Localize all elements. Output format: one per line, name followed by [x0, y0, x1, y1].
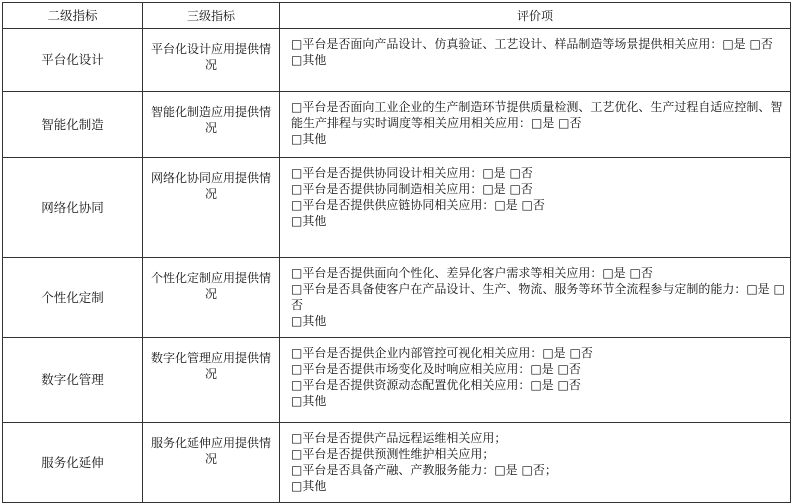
evaluation-item: □平台是否提供协同制造相关应用：□是 □否	[291, 182, 533, 196]
table-row	[3, 92, 791, 158]
evaluation-item: □其他	[291, 214, 327, 228]
evaluation-item: □平台是否提供企业内部管控可视化相关应用：□是 □否	[291, 346, 593, 360]
evaluation-item: □平台是否提供协同设计相关应用：□是 □否	[291, 166, 533, 180]
level3-cell: 智能化制造应用提供情况	[143, 92, 280, 158]
evaluation-cell	[280, 338, 791, 423]
evaluation-cell	[280, 92, 791, 158]
level3-cell: 个性化定制应用提供情况	[143, 258, 280, 338]
evaluation-item: □其他	[291, 53, 327, 67]
evaluation-item: □其他	[291, 479, 327, 493]
header-level2: 二级指标	[3, 3, 143, 29]
level3-cell: 平台化设计应用提供情况	[143, 29, 280, 92]
evaluation-cell	[280, 29, 791, 92]
evaluation-cell	[280, 423, 791, 503]
level2-cell: 智能化制造	[3, 92, 143, 158]
table-row	[3, 338, 791, 423]
evaluation-item: □平台是否面向工业企业的生产制造环节提供质量检测、工艺优化、生产过程自适应控制、智能生产排程与实时调度等相关应用相关应用：□是 □否	[291, 100, 783, 130]
table-row	[3, 29, 791, 92]
evaluation-item: □平台是否具备产融、产教服务能力：□是 □否；	[291, 463, 557, 477]
evaluation-item: □平台是否面向产品设计、仿真验证、工艺设计、样品制造等场景提供相关应用：□是 □否	[291, 37, 773, 51]
evaluation-item: □平台是否提供预测性维护相关应用；	[291, 447, 495, 461]
level2-cell: 平台化设计	[3, 29, 143, 92]
evaluation-table	[2, 2, 791, 503]
header-level3: 三级指标	[143, 3, 280, 29]
evaluation-item: □平台是否提供市场变化及时响应相关应用：□是 □否	[291, 362, 581, 376]
evaluation-item: □其他	[291, 394, 327, 408]
level3-cell: 数字化管理应用提供情况	[143, 338, 280, 423]
header-row	[3, 3, 791, 29]
evaluation-item: □其他	[291, 314, 327, 328]
level2-cell: 数字化管理	[3, 338, 143, 423]
table-row	[3, 423, 791, 503]
evaluation-item: □平台是否提供资源动态配置优化相关应用：□是 □否	[291, 378, 581, 392]
header-evaluation: 评价项	[280, 3, 791, 29]
level3-cell: 网络化协同应用提供情况	[143, 158, 280, 258]
level2-cell: 服务化延伸	[3, 423, 143, 503]
evaluation-item: □平台是否提供产品远程运维相关应用；	[291, 431, 507, 445]
evaluation-item: □其他	[291, 132, 327, 146]
level3-cell: 服务化延伸应用提供情况	[143, 423, 280, 503]
table-row	[3, 158, 791, 258]
evaluation-cell	[280, 158, 791, 258]
table-row	[3, 258, 791, 338]
level2-cell: 网络化协同	[3, 158, 143, 258]
evaluation-item: □平台是否提供面向个性化、差异化客户需求等相关应用：□是 □否	[291, 266, 653, 280]
evaluation-cell	[280, 258, 791, 338]
evaluation-item: □平台是否提供供应链协同相关应用：□是 □否	[291, 198, 545, 212]
level2-cell: 个性化定制	[3, 258, 143, 338]
evaluation-item: □平台是否具备使客户在产品设计、生产、物流、服务等环节全流程参与定制的能力：□是 □否	[291, 282, 785, 312]
